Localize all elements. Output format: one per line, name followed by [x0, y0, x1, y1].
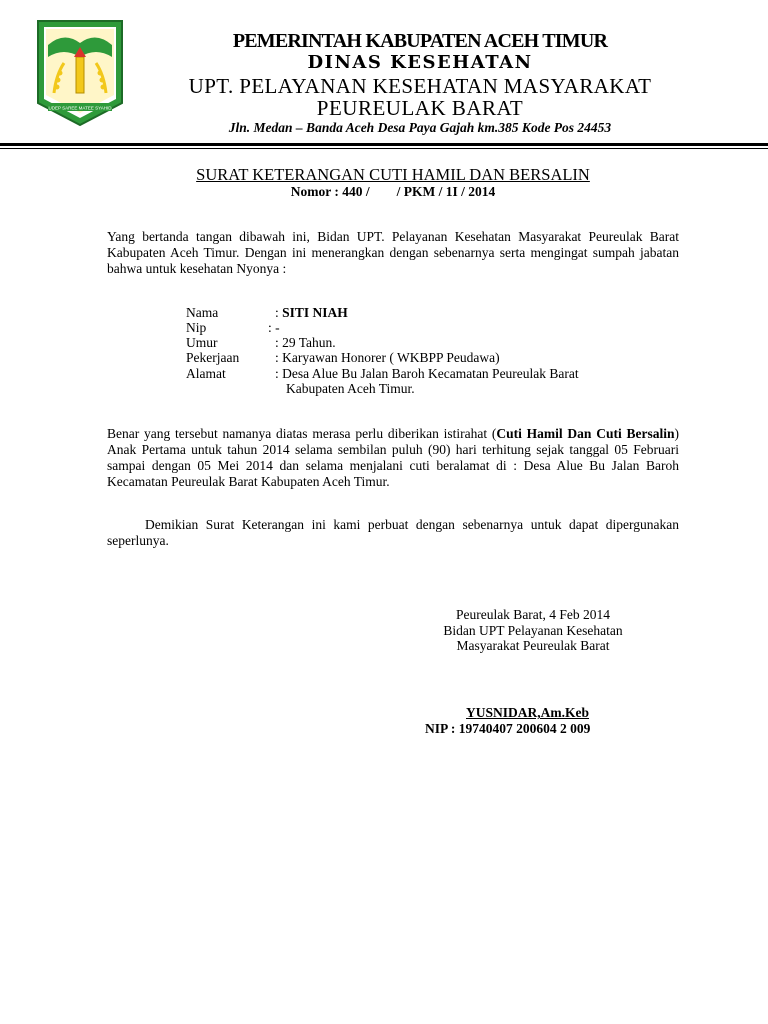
signature-place-date: Peureulak Barat, 4 Feb 2014 — [455, 607, 611, 622]
field-label-pekerjaan: Pekerjaan — [186, 350, 240, 365]
letter-number: Nomor : 440 / / PKM / 1I / 2014 — [290, 184, 496, 199]
signatory-name: YUSNIDAR,Am.Keb — [466, 705, 590, 720]
aceh-timur-emblem-logo — [34, 17, 126, 129]
letter-title: SURAT KETERANGAN CUTI HAMIL DAN BERSALIN — [196, 165, 590, 184]
header-department-name: DINAS KESEHATAN — [307, 52, 533, 73]
field-value-umur: : 29 Tahun. — [275, 335, 336, 350]
signature-position-line2: Masyarakat Peureulak Barat — [456, 638, 610, 653]
field-label-nip: Nip — [186, 320, 207, 335]
header-unit-name: UPT. PELAYANAN KESEHATAN MASYARAKAT — [188, 74, 652, 98]
signatory-nip: NIP : 19740407 200604 2 009 — [425, 721, 591, 736]
header-government-name: PEMERINTAH KABUPATEN ACEH TIMUR — [232, 30, 608, 52]
header-address: Jln. Medan – Banda Aceh Desa Paya Gajah km.385 Kode Pos 24453 — [228, 120, 612, 135]
field-value-alamat: : Desa Alue Bu Jalan Baroh Kecamatan Peureulak Barat — [275, 366, 579, 381]
field-value-alamat-line2: Kabupaten Aceh Timur. — [286, 381, 415, 396]
field-label-alamat: Alamat — [186, 366, 226, 381]
svg-text:UDEP SAREE MATEE SYAHID: UDEP SAREE MATEE SYAHID — [48, 105, 112, 111]
header-unit-location: PEUREULAK BARAT — [316, 96, 524, 120]
field-value-pekerjaan: : Karyawan Honorer ( WKBPP Peudawa) — [275, 350, 500, 365]
header-divider-thin — [0, 148, 768, 149]
field-value-nip: : - — [268, 320, 280, 335]
header-divider-thick — [0, 143, 768, 146]
field-value-nama: : SITI NIAH — [275, 305, 348, 320]
signature-position-line1: Bidan UPT Pelayanan Kesehatan — [443, 623, 623, 638]
field-label-nama: Nama — [186, 305, 219, 320]
body-paragraph: Benar yang tersebut namanya diatas merasa perlu diberikan istirahat (Cuti Hamil Dan Cuti Bersalin) Anak Pertama untuk tahun 2014 selama sembilan puluh (90) hari terhitung sejak tanggal 05 Februari sampai dengan 05 Mei 2014 dan selama menjalani cuti beralamat di : Desa Alue Bu Jalan Baroh Kecamatan Peureulak Barat Kabupaten Aceh Timur. — [107, 426, 680, 489]
field-label-umur: Umur — [186, 335, 218, 350]
intro-paragraph: Yang bertanda tangan dibawah ini, Bidan UPT. Pelayanan Kesehatan Masyarakat Peureulak Barat Kabupaten Aceh Timur. Dengan ini menerangkan dengan sebenarnya serta mengingat sumpah jabatan bahwa untuk kesehatan Nyonya : — [107, 229, 679, 276]
closing-paragraph: Demikian Surat Keterangan ini kami perbuat dengan sebenarnya untuk dapat dipergunakan seperlunya. — [107, 517, 679, 548]
